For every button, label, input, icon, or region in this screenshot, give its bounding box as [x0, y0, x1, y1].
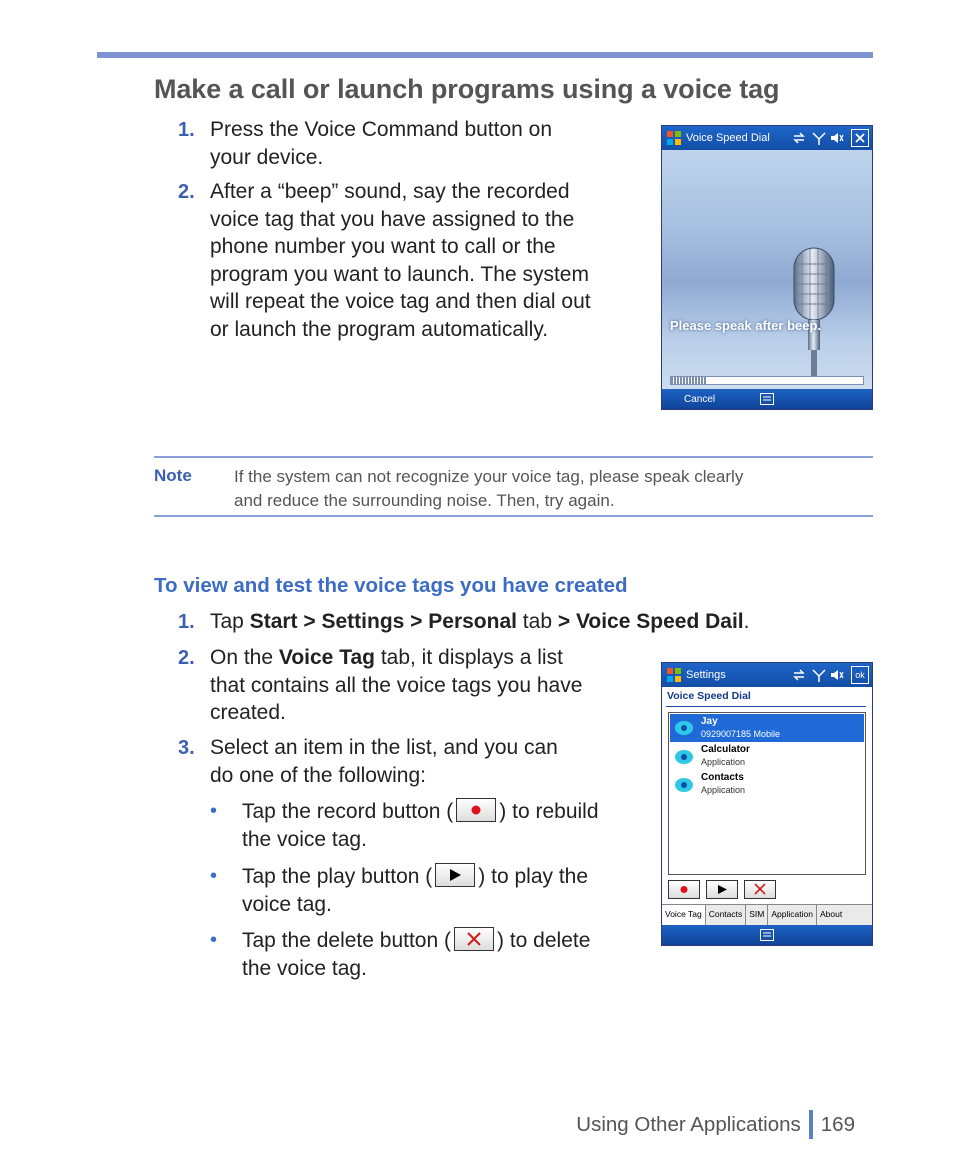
list-item-name: Jay	[701, 716, 718, 727]
signal-icon	[812, 668, 826, 682]
tab-about[interactable]: About	[819, 909, 843, 919]
text-run: tab	[516, 610, 558, 633]
step-text	[210, 734, 558, 789]
top-rule	[97, 52, 873, 58]
progress-bar	[670, 376, 864, 385]
text-run: Tap the record button (	[242, 800, 454, 823]
list-item-sub: 0929007185 Mobile	[701, 729, 781, 739]
step-line: will repeat the voice tag and then dial out	[210, 290, 591, 313]
list-item-jay[interactable]	[673, 719, 695, 742]
list-item-contacts[interactable]	[673, 776, 695, 799]
play-icon	[707, 881, 737, 898]
step-line: voice tag that you have assigned to the	[210, 207, 575, 231]
ok-button[interactable]: ok	[851, 666, 869, 684]
delete-button[interactable]	[744, 880, 776, 899]
record-button[interactable]	[668, 880, 700, 899]
list-item-name: Calculator	[701, 744, 750, 755]
bullet-line: the voice tag.	[242, 827, 367, 851]
bullet-dot: •	[210, 800, 218, 822]
steps-a	[178, 116, 638, 356]
voice-tag-icon	[673, 719, 695, 737]
step-line: created.	[210, 701, 286, 724]
sync-icon	[792, 131, 806, 145]
text-run: ) to rebuild	[499, 800, 599, 823]
window-title: Voice Speed Dial	[686, 132, 770, 144]
note-rule-bottom	[154, 515, 873, 517]
page-footer	[576, 1110, 855, 1139]
bullet-line: the voice tag.	[242, 956, 367, 980]
step-line: do one of the following:	[210, 763, 426, 787]
record-icon	[457, 799, 495, 821]
step-line: your device.	[210, 145, 324, 169]
text-run: ) to delete	[497, 929, 591, 952]
bullet-dot: •	[210, 929, 218, 951]
tab-strip	[662, 904, 872, 925]
note-label: Note	[154, 466, 192, 485]
bullet-dot: •	[210, 865, 218, 887]
page-title: Make a call or launch programs using a voice tag	[154, 74, 780, 104]
command-bar	[662, 925, 872, 945]
step-line: phone number you want to call or the	[210, 235, 556, 258]
note-line: and reduce the surrounding noise. Then, try again.	[234, 491, 615, 510]
tab-name: Voice Tag	[278, 646, 375, 669]
footer-section: Using Other Applications	[576, 1112, 801, 1136]
step-number: 2.	[178, 181, 195, 203]
command-bar	[662, 389, 872, 409]
step-line: After a “beep” sound, say the recorded	[210, 180, 570, 203]
note-text	[234, 465, 743, 513]
record-icon	[669, 881, 699, 898]
voice-tag-icon	[673, 748, 695, 766]
text-run: tab, it displays a list	[374, 646, 563, 669]
list-item-calculator[interactable]	[673, 748, 695, 771]
step-text	[210, 178, 591, 343]
microphone-icon	[780, 244, 850, 384]
note-line: If the system can not recognize your voice tag, please speak clearly	[234, 467, 744, 486]
bullet-line: voice tag.	[242, 892, 332, 916]
window-title: Settings	[686, 669, 726, 681]
list-item-sub: Application	[701, 757, 746, 767]
keyboard-icon[interactable]	[760, 393, 774, 405]
close-icon[interactable]	[851, 129, 869, 147]
step-text	[210, 644, 582, 727]
delete-button-sample	[454, 927, 494, 951]
voice-tag-icon	[673, 776, 695, 794]
text-run: Tap	[210, 610, 250, 633]
voice-tag-list[interactable]	[668, 712, 866, 875]
section-rule	[666, 706, 866, 707]
section-title: Voice Speed Dial	[667, 690, 751, 702]
title-bar	[662, 126, 872, 150]
tab-sim[interactable]: SIM	[746, 905, 768, 925]
step-text	[210, 608, 749, 636]
text-run: On the	[210, 646, 279, 669]
speaker-icon	[830, 131, 844, 145]
delete-x-icon	[745, 881, 775, 898]
step-line: Press the Voice Command button on	[210, 118, 553, 141]
speaker-icon	[830, 668, 844, 682]
step-line: program you want to launch. The system	[210, 262, 589, 286]
play-button-sample	[435, 863, 475, 887]
list-item-sub: Application	[701, 785, 746, 795]
step-text	[210, 116, 552, 171]
step-number: 1.	[178, 611, 195, 633]
play-button[interactable]	[706, 880, 738, 899]
note-rule-top	[154, 456, 873, 458]
menu-path: > Voice Speed Dail	[557, 610, 744, 633]
title-bar	[662, 663, 872, 687]
text-run: ) to play the	[478, 865, 589, 888]
menu-path: Start > Settings > Personal	[249, 610, 517, 633]
page-number: 169	[820, 1112, 855, 1136]
delete-x-icon	[455, 928, 493, 950]
step-line: that contains all the voice tags you have	[210, 673, 583, 697]
text-run: .	[743, 610, 750, 633]
list-item-name: Contacts	[701, 772, 744, 783]
record-button-sample	[456, 798, 496, 822]
section-heading: To view and test the voice tags you have created	[154, 574, 628, 597]
step-number: 3.	[178, 737, 195, 759]
windows-flag-icon	[666, 130, 682, 146]
tab-voice-tag[interactable]: Voice Tag	[662, 905, 706, 925]
step-number: 2.	[178, 647, 195, 669]
tab-contacts[interactable]: Contacts	[706, 905, 747, 925]
settings-screenshot	[661, 662, 873, 946]
play-icon	[436, 864, 474, 886]
cancel-softkey[interactable]: Cancel	[684, 394, 716, 405]
sync-icon	[792, 668, 806, 682]
tab-application[interactable]: Application	[768, 905, 817, 925]
voice-speed-dial-screenshot	[661, 125, 873, 410]
text-run: Tap the delete button (	[242, 929, 451, 952]
windows-flag-icon	[666, 667, 682, 683]
step-line: Select an item in the list, and you can	[210, 736, 558, 759]
footer-divider	[809, 1110, 813, 1139]
speak-prompt: Please speak after beep.	[670, 318, 822, 333]
signal-icon	[812, 131, 826, 145]
text-run: Tap the play button (	[242, 865, 433, 888]
step-line: or launch the program automatically.	[210, 317, 549, 341]
keyboard-icon[interactable]	[760, 929, 774, 941]
step-number: 1.	[178, 119, 195, 141]
